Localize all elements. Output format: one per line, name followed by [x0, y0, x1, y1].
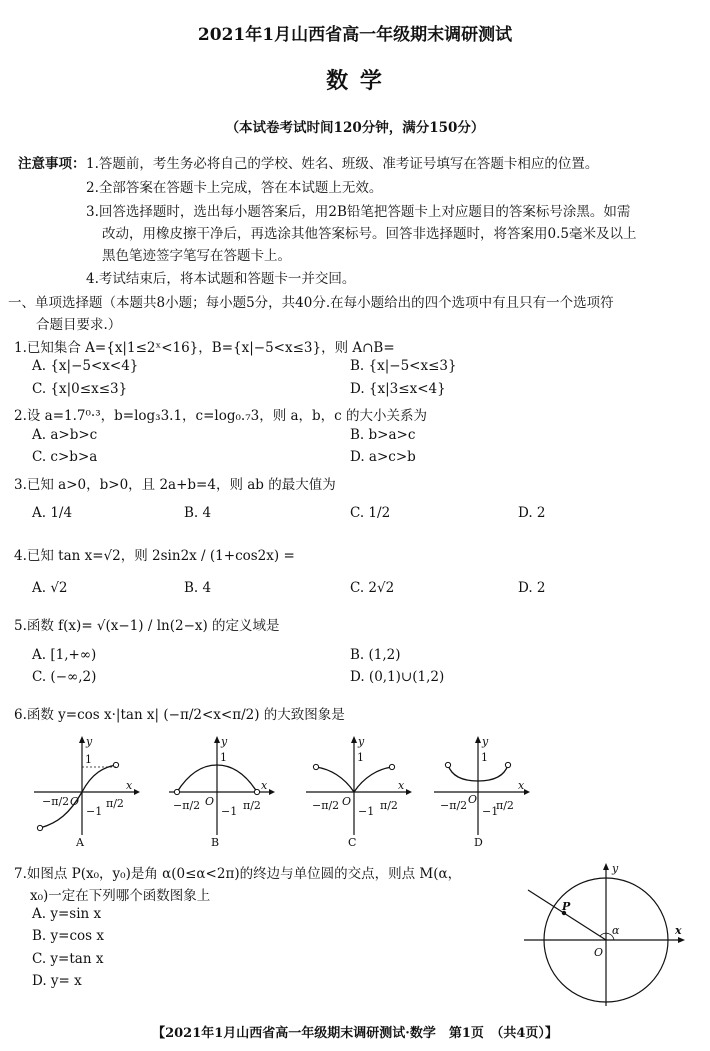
y-label: y [86, 735, 93, 748]
pi-label: π/2 [243, 799, 261, 812]
q2-option-a: A. a>b>c [32, 427, 98, 443]
origin-label: O [468, 793, 478, 806]
p-label: P [562, 900, 571, 913]
q4-option-b: B. 4 [184, 580, 212, 596]
y-axis-arrow [603, 863, 609, 870]
q1-option-a: A. {x|−5<x<4} [32, 358, 139, 374]
note-item: 1.答题前，考生务必将自己的学校、姓名、班级、准考证号填写在答题卡相应的位置。 [86, 156, 599, 172]
neg-pi-label: −π/2 [440, 799, 468, 812]
note-item: 2.全部答案在答题卡上完成，答在本试题上无效。 [86, 180, 383, 196]
neg-one-label: −1 [221, 805, 238, 818]
y-label: y [482, 735, 489, 748]
open-endpoint [313, 764, 318, 769]
q3-option-d: D. 2 [518, 505, 546, 521]
q6-graph-d [430, 735, 530, 847]
open-endpoint [254, 789, 259, 794]
x-axis-arrow [269, 789, 275, 795]
q5-option-b: B. (1,2) [350, 647, 401, 663]
note-item: 3.回答选择题时，选出每小题答案后，用2B铅笔把答题卡上对应题目的答案标号涂黑。如需 [86, 204, 631, 220]
page-footer: 【2021年1月山西省高一年级期末调研测试·数学 第1页 （共4页）】 [152, 1026, 558, 1041]
origin-label: O [342, 795, 352, 808]
y-axis-arrow [214, 736, 220, 743]
y-label: y [358, 735, 365, 748]
one-label: 1 [220, 751, 227, 764]
q2-option-c: C. c>b>a [32, 449, 98, 465]
q1-option-c: C. {x|0≤x≤3} [32, 381, 128, 397]
one-label: 1 [481, 751, 488, 764]
section-heading: 一、单项选择题（本题共8小题；每小题5分，共40分.在每小题给出的四个选项中有且只有一个选项符 [8, 295, 614, 311]
q4-option-d: D. 2 [518, 580, 546, 596]
one-label: 1 [85, 753, 92, 766]
y-label: y [612, 862, 619, 875]
origin-label: O [205, 795, 215, 808]
q6-graph-c [302, 735, 412, 847]
section-heading-cont: 合题目要求.） [36, 317, 122, 333]
x-axis-arrow [406, 789, 412, 795]
open-endpoint [505, 762, 510, 767]
q1-stem: 1.已知集合 A={x|1≤2ˣ<16}，B={x|−5<x≤3}，则 A∩B= [14, 340, 395, 356]
neg-pi-label: −π/2 [42, 795, 70, 808]
q5-option-c: C. (−∞,2) [32, 669, 97, 685]
q7-stem-cont: x₀)一定在下列哪个函数图象上 [30, 888, 211, 904]
q1-option-d: D. {x|3≤x<4} [350, 381, 446, 397]
q6-stem: 6.函数 y=cos x·|tan x| (−π/2<x<π/2) 的大致图象是 [14, 707, 345, 723]
graph-label-d: D [474, 836, 483, 849]
q6-graph-a [30, 735, 140, 847]
q5-stem: 5.函数 f(x)= √(x−1) / ln(2−x) 的定义域是 [14, 618, 280, 634]
y-axis-arrow [475, 736, 481, 743]
open-endpoint [37, 825, 42, 830]
q5-option-d: D. (0,1)∪(1,2) [350, 669, 445, 685]
q7-option-a: A. y=sin x [32, 906, 102, 922]
unit-circle-figure [518, 862, 690, 1010]
q3-option-b: B. 4 [184, 505, 212, 521]
q1-option-b: B. {x|−5<x≤3} [350, 358, 457, 374]
note-item: 改动，用橡皮擦干净后，再选涂其他答案标号。回答非选择题时，将答案用0.5毫米及以上 [102, 226, 637, 242]
open-endpoint [389, 764, 394, 769]
note-item: 黑色笔迹签字笔写在答题卡上。 [102, 248, 291, 264]
q2-option-b: B. b>a>c [350, 427, 416, 443]
q7-stem: 7.如图点 P(x₀，y₀)是角 α(0≤α<2π)的终边与单位圆的交点，则点 M(α， [14, 866, 462, 882]
y-axis-arrow [351, 736, 357, 743]
x-axis-arrow [134, 789, 140, 795]
x-label: x [126, 779, 133, 792]
q7-option-c: C. y=tan x [32, 951, 104, 967]
open-endpoint [445, 762, 450, 767]
terminal-side [528, 890, 606, 940]
origin-label: O [594, 946, 604, 959]
q7-option-b: B. y=cos x [32, 928, 104, 944]
x-axis-arrow [524, 789, 530, 795]
x-label: x [398, 779, 405, 792]
y-label: y [221, 735, 228, 748]
one-label: 1 [357, 751, 364, 764]
y-axis-arrow [79, 736, 85, 743]
pi-label: π/2 [380, 799, 398, 812]
pi-label: π/2 [496, 799, 514, 812]
q4-option-a: A. √2 [32, 580, 68, 596]
q4-option-c: C. 2√2 [350, 580, 395, 596]
graph-label-c: C [348, 836, 357, 849]
q6-graph-b [165, 735, 275, 847]
pi-label: π/2 [106, 797, 124, 810]
notes-label: 注意事项： [18, 156, 86, 172]
neg-one-label: −1 [358, 805, 375, 818]
origin-label: O [70, 795, 80, 808]
q3-stem: 3.已知 a>0，b>0，且 2a+b=4，则 ab 的最大值为 [14, 477, 336, 493]
q5-option-a: A. [1,+∞) [32, 647, 97, 663]
open-endpoint [174, 789, 179, 794]
subject-title: 数 学 [326, 68, 384, 94]
exam-info: （本试卷考试时间120分钟，满分150分） [225, 120, 485, 136]
neg-pi-label: −π/2 [173, 799, 201, 812]
graph-label-a: A [76, 836, 84, 849]
q2-stem: 2.设 a=1.7⁰·³，b=log₃3.1，c=log₀.₇3，则 a，b，c 的大小关系为 [14, 408, 428, 424]
neg-one-label: −1 [482, 805, 499, 818]
graph-label-b: B [211, 836, 220, 849]
x-label: x [261, 779, 268, 792]
x-label: x [675, 924, 682, 937]
x-axis-arrow [678, 937, 685, 943]
alpha-label: α [612, 924, 620, 937]
q7-option-d: D. y= x [32, 973, 82, 989]
note-item: 4.考试结束后，将本试题和答题卡一并交回。 [86, 271, 356, 287]
q2-option-d: D. a>c>b [350, 449, 416, 465]
exam-title: 2021年1月山西省高一年级期末调研测试 [197, 25, 513, 45]
neg-pi-label: −π/2 [312, 799, 340, 812]
x-label: x [518, 779, 525, 792]
neg-one-label: −1 [86, 805, 103, 818]
q4-stem: 4.已知 tan x=√2，则 2sin2x / (1+cos2x) = [14, 548, 295, 564]
q3-option-a: A. 1/4 [32, 505, 73, 521]
q3-option-c: C. 1/2 [350, 505, 391, 521]
